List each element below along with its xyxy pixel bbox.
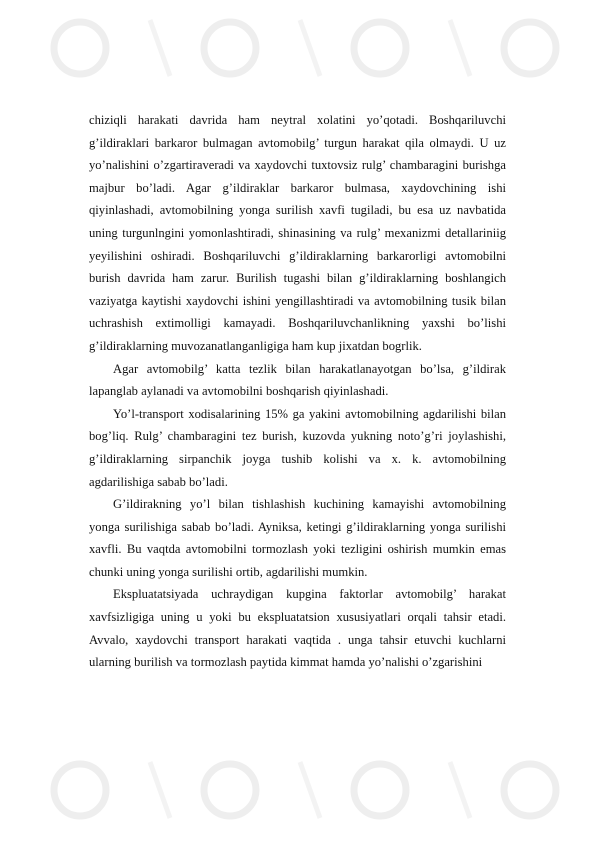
paragraph: Yo’l-transport xodisalarining 15% ga yakini avtomobilning agdarilishi bilan bog’liq. Rulg’ chambaragini tez burish, kuzovda yukning noto’g’ri joylashishi, g’ildiraklarning sirpanchik joyga tushib kolishi va x. k. avtomobilning agdarilishiga sabab bo’ladi. — [89, 406, 506, 489]
paragraph: chiziqli harakati davrida ham neytral xolatini yo’qotadi. Boshqariluvchi g’ildiraklari barkaror bulmagan avtomobilg’ turgun harakat qila olmaydi. U uz yo’nalishini o’zgartiraveradi va xaydovchi tuxtovsiz rulg’ chambaragini burishga majbur bo’ladi. Agar g’ildiraklar barkaror bulmasa, xaydovchining ishi qiyinlashadi, avtomobilning yonga surilish xavfi tugiladi, bu esa uz navbatida uning turgunlngini yomonlashtiradi, shinasining va rulg’ mexanizmi detallariniig yeyilishini oshiradi. Boshqariluvchi g’ildiraklarning barkarorligi avtomobilni burish davrida ham zarur. Burilish tugashi bilan g’ildiraklarning boshlangich vaziyatga kaytishi xaydovchi ishini yengillashtiradi va avtomobilning tusik bilan uchrashish extimolligi kamayadi. Boshqariluvchanlikning yaxshi bo’lishi g’ildiraklarning muvozanatlanganligiga ham kup jixatdan bogrlik. — [89, 113, 506, 353]
paragraph: G’ildirakning yo’l bilan tishlashish kuchining kamayishi avtomobilning yonga surilishiga sabab bo’ladi. Ayniksa, ketingi g’ildiraklarning yonga surilishi xavfli. Bu vaqtda avtomobilni tormozlash yoki tezligini oshirish mumkin emas chunki uning yonga surilishi ortib, agdarilishi mumkin. — [89, 497, 506, 579]
paragraph: Ekspluatatsiyada uchraydigan kupgina faktorlar avtomobilg’ harakat xavfsizligiga uning u yoki bu ekspluatatsion xususiyatlari orqali tahsir etadi. Avvalo, xaydovchi transport harakati vaqtida . unga tahsir etuvchi kuchlarni ularning burilish va tormozlash paytida kimmat hamda yo’nalishi o’zgarishini — [89, 587, 506, 670]
paragraph: Agar avtomobilg’ katta tezlik bilan harakatlanayotgan bo’lsa, g’ildirak lapanglab aylanadi va avtomobilni boshqarish qiyinlashadi. — [89, 361, 506, 399]
body-text — [89, 109, 506, 674]
